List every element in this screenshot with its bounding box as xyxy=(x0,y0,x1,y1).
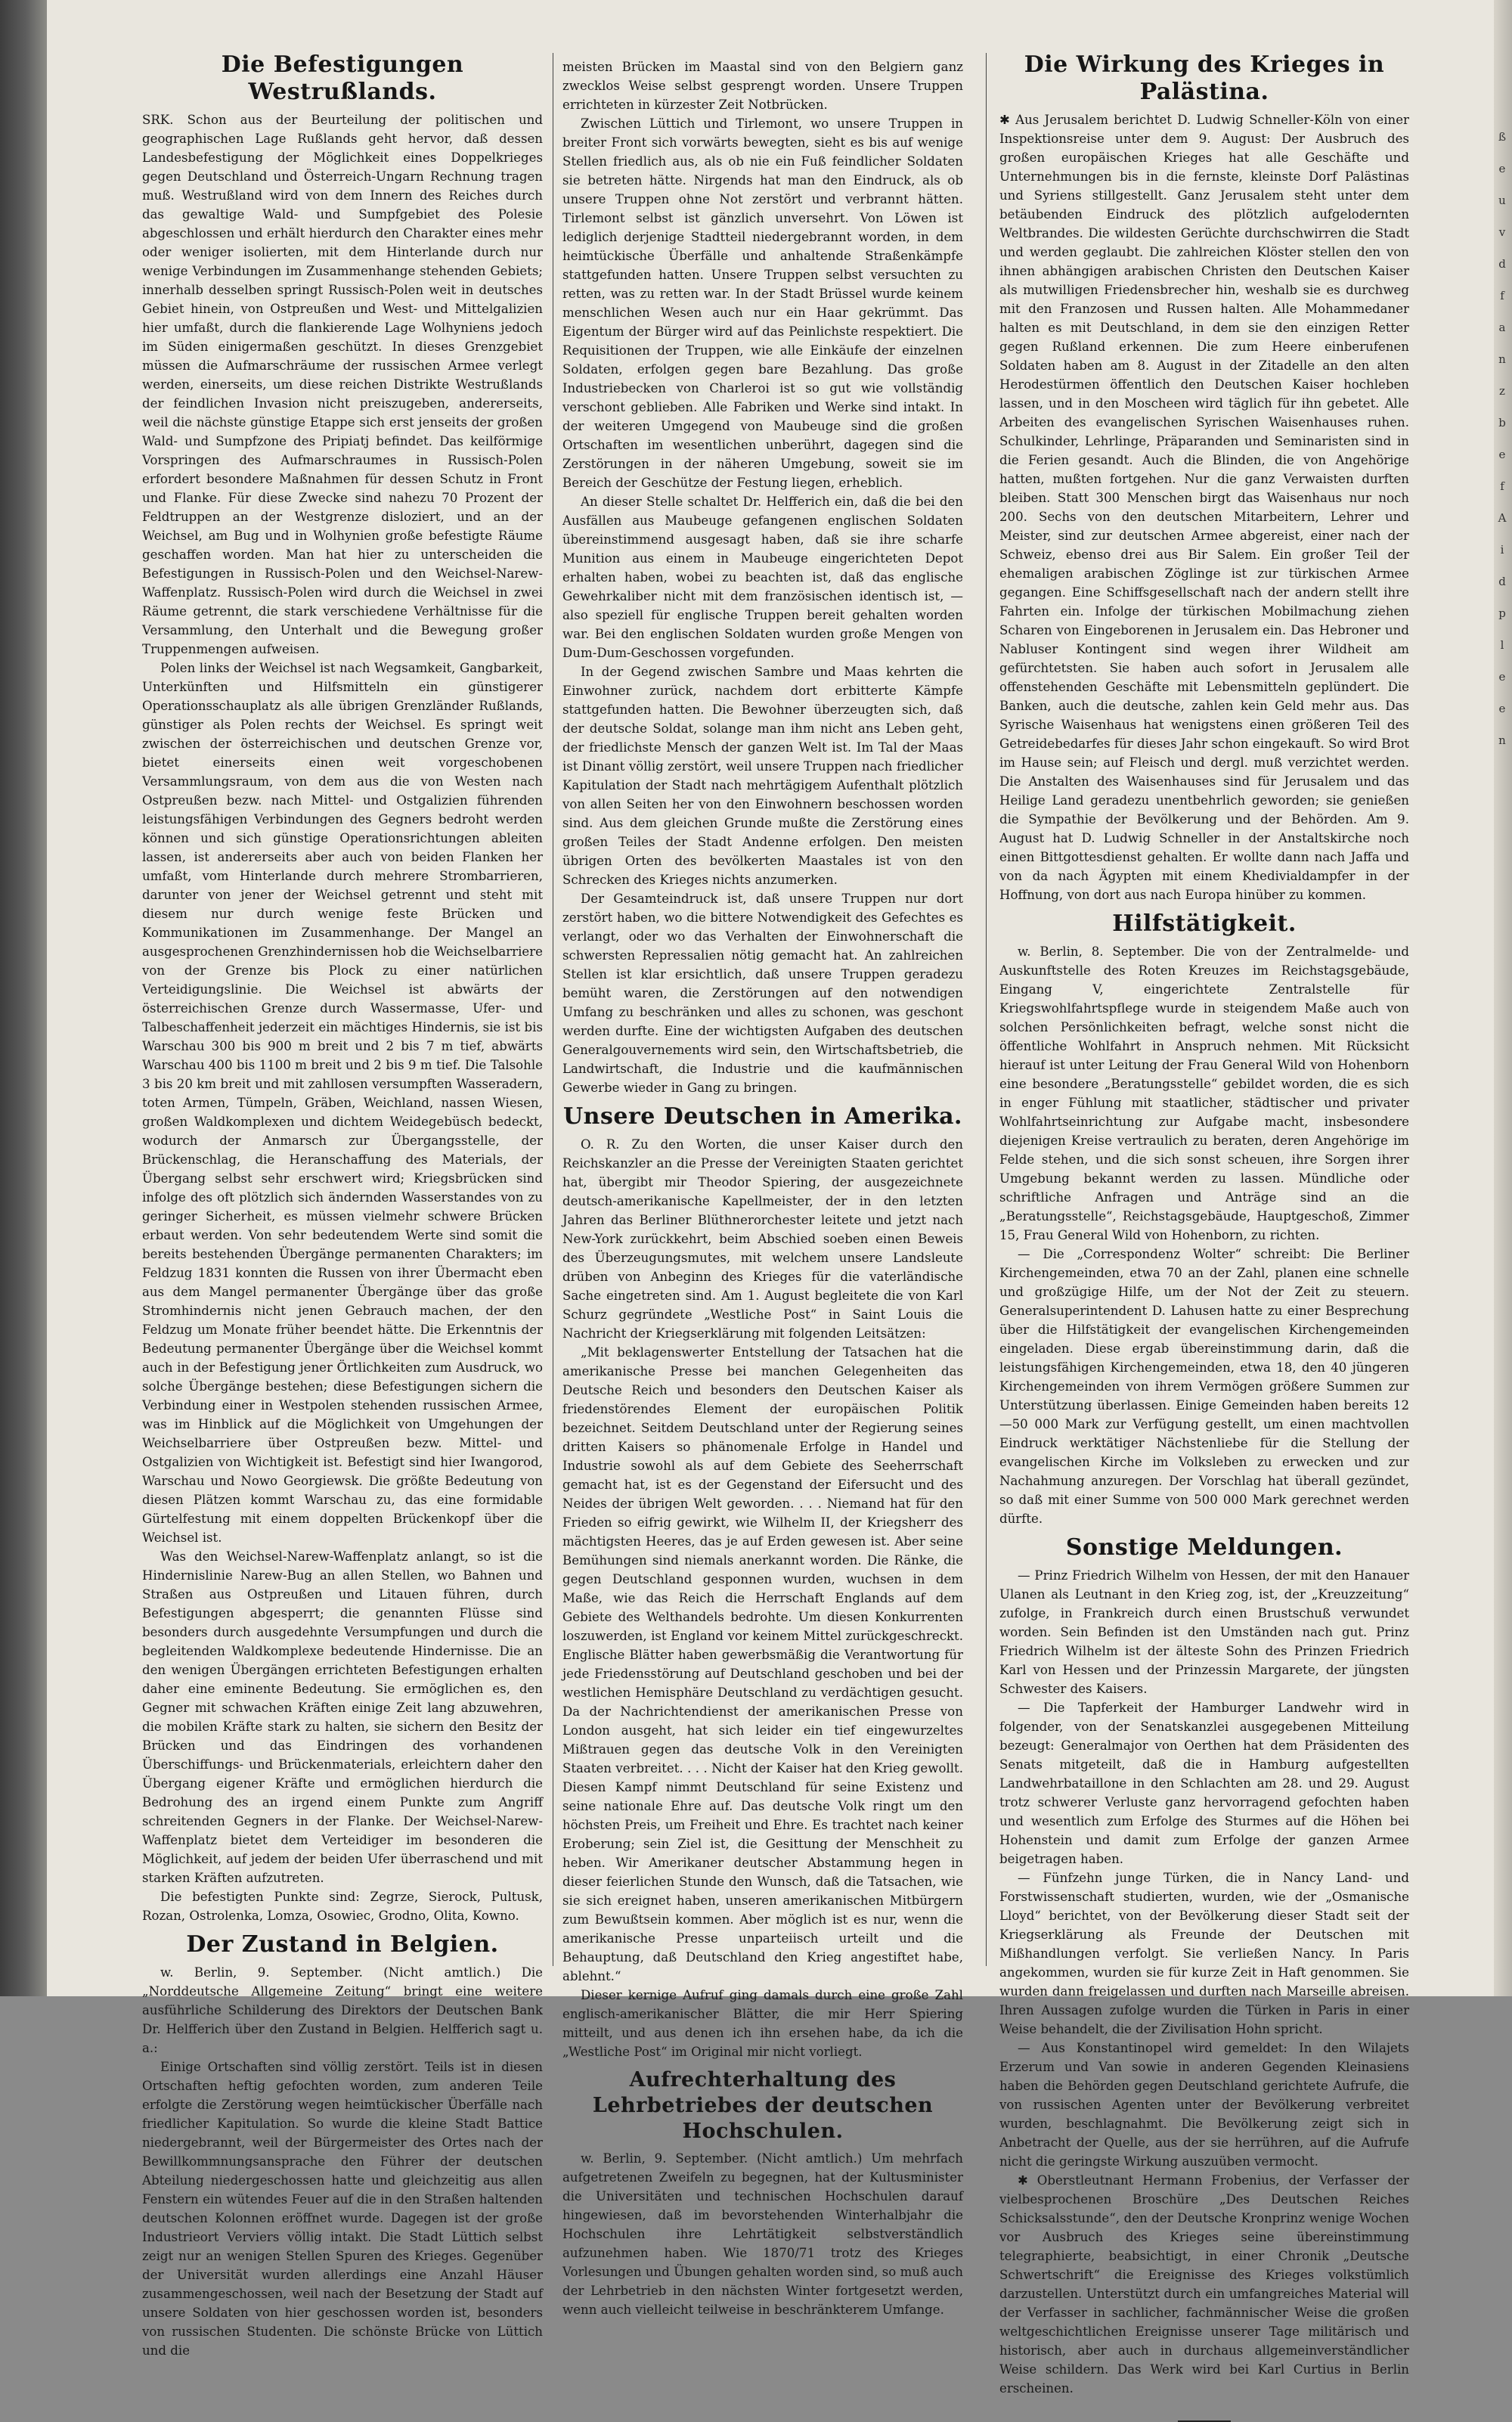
paragraph: In der Gegend zwischen Sambre und Maas kehrten die Einwohner zurück, nachdem dort erbitterte Kämpfe stattgefunden hatten. Die Bewohner überzeugten sich, daß der deutsche Soldat, solange man ihm nicht ans Leben geht, der friedlichste Mensch der ganzen Welt ist. Im Tal der Maas ist Dinant völlig zerstört, weil unsere Truppen nach friedlicher Kapitulation der Stadt nach mehrtägigem Aufenthalt plötzlich von allen Seiten her von den Einwohnern beschossen worden sind. Aus dem gleichen Grunde mußte die Zerstörung eines großen Teiles der Stadt Andenne erfolgen. Den meisten übrigen Orten des bevölkerten Maastales ist von den Schrecken des Krieges nichts anzumerken. xyxy=(562,665,963,887)
paragraph: Einige Ortschaften sind völlig zerstört. Teils ist in diesen Ortschaften heftig gefochten worden, zum anderen Teile erfolgte die Zerstörung wegen heimtückischer Überfälle nach friedlicher Kapitulation. So wurde die kleine Stadt Battice niedergebrannt, weil der Bürgermeister des Ortes nach der Bewillkommnungsansprache den Führer der deutschen Abteilung niedergeschossen hatte und gleichzeitig aus allen Fenstern ein wütendes Feuer auf die in den Straßen haltenden deutschen Kolonnen eröffnet wurde. Dagegen ist der große Industrieort Verviers völlig intakt. Die Stadt Lüttich selbst zeigt nur an wenigen Stellen Spuren des Krieges. Gegenüber der Universität wurden allerdings eine Anzahl Häuser zusammengeschossen, weil nach der Besetzung der Stadt auf unsere Soldaten von hier geschossen worden ist, besonders von russischen Studenten. Die schönste Brücke von Lüttich und die xyxy=(142,2060,543,2358)
paragraph: w. Berlin, 8. September. Die von der Zentralmelde- und Auskunftstelle des Roten Kreuzes im Reichstagsgebäude, Eingang V, eingerichtete Zentralstelle für Kriegswohlfahrtspflege wurde in steigendem Maße auch von solchen Persönlichkeiten befragt, welche sonst nicht die öffentliche Wohlfahrt in Anspruch nehmen. Mit Rücksicht hierauf ist unter Leitung der Frau General Wild von Hohenborn eine besondere „Beratungsstelle“ gebildet worden, die es sich in enger Fühlung mit staatlicher, städtischer und privater Wohlfahrtseinrichtung zur Aufgabe macht, insbesondere diejenigen Kreise vertraulich zu beraten, deren Angehörige im Felde stehen, und die sich sonst scheuen, ihre Sorgen ihrer Umgebung bekannt werden zu lassen. Mündliche oder schriftliche Anfragen und Anträge sind an die „Beratungsstelle“, Reichstagsgebäude, Hauptgeschoß, Zimmer 15, Frau General Wild von Hohenborn, zu richten. xyxy=(999,944,1409,1242)
margin-letter: d xyxy=(1498,575,1506,588)
paragraph: Die befestigten Punkte sind: Zegrze, Sierock, Pultusk, Rozan, Ostrolenka, Lomza, Osowiec, Grodno, Olita, Kowno. xyxy=(142,1890,543,1923)
headline-hochschulen: Aufrechterhaltung des Lehrbetriebes der deutschen Hochschulen. xyxy=(592,2068,934,2143)
margin-letter: n xyxy=(1498,352,1506,366)
paragraph: Polen links der Weichsel ist nach Wegsamkeit, Gangbarkeit, Unterkünften und Hilfsmitteln ein günstigerer Operationsschauplatz als alle übrigen Grenzländer Rußlands, günstiger als Polen rechts der Weichsel. Es springt weit zwischen der österreichischen und deutschen Grenze vor, bietet einerseits einen weit vorgeschobenen Versammlungsraum, von dem aus die von Westen nach Ostpreußen bezw. nach Mittel- und Ostgalizien führenden leistungsfähigen Verbindungen des Gegners bedroht werden können und sich günstige Operationsrichtungen ableiten lassen, ist andererseits aber auch von beiden Flanken her umfaßt, vom Hinterlande durch mehrere Strombarrieren, darunter von jener der Weichsel getrennt und steht mit diesem nur durch wenige feste Brücken und Kommunikationen im Zusammenhange. Der Mangel an ausgesprochenen Grenzhindernissen hob die Weichselbarriere von der Grenze bis Plock zu einer natürlichen Verteidigungslinie. Die Weichsel ist abwärts der österreichischen Grenze durch Wassermasse, Ufer- und Talbeschaffenheit jederzeit ein mächtiges Hindernis, sie ist bis Warschau 300 bis 900 m breit und 2 bis 7 m tief, abwärts Warschau 400 bis 1100 m breit und 2 bis 9 m tief. Die Talsohle 3 bis 20 km breit und mit zahllosen versumpften Wasseradern, toten Armen, Tümpeln, Gräben, Weichland, nassen Wiesen, großen Waldkomplexen und dichtem Weidegebüsch bedeckt, wodurch der Anmarsch zur Übergangsstelle, der Brückenschlag, die Heranschaffung des Materials, der Übergang selbst sehr erschwert wird; Kriegsbrücken sind infolge des oft plötzlich sich ändernden Wasserstandes von zu geringer Sicherheit, es müssen vielmehr schwere Brücken erbaut werden. Von sehr bedeutendem Werte sind somit die bereits bestehenden Übergänge permanenten Charakters; im Feldzug 1831 konnten die Russen von ihrer Übermacht eben aus dem Mangel permanenter Übergänge über das große Stromhindernis nicht jenen Gebrauch machen, der den Feldzug um Monate früher beendet hätte. Die Erkenntnis der Bedeutung permanenter Übergänge über die Weichsel kommt auch in der Befestigung jener Örtlichkeiten zum Ausdruck, wo solche Übergänge bestehen; diese Befestigungen sichern die Verbindung einer in Westpolen stehenden russischen Armee, was im Hinblick auf die Möglichkeit von Umgehungen der Weichselbarriere über Ostpreußen bezw. Mittel- und Ostgalizien von Wichtigkeit ist. Befestigt sind hier Iwangorod, Warschau und Nowo Georgiewsk. Die größte Bedeutung von diesen Plätzen kommt Warschau zu, das eine formidable Gürtelfestung mit einem doppelten Brückenkopf über die Weichsel ist. xyxy=(142,661,543,1545)
margin-letter: l xyxy=(1500,638,1504,652)
margin-letter: f xyxy=(1500,289,1504,302)
margin-letter: p xyxy=(1498,606,1506,620)
margin-letter: f xyxy=(1500,479,1504,493)
paragraph: — Prinz Friedrich Wilhelm von Hessen, der mit den Hanauer Ulanen als Leutnant in den Krieg zog, ist, der „Kreuzzeitung“ zufolge, in Frankreich durch einen Brustschuß verwundet worden. Sein Befinden ist den Umständen nach gut. Prinz Friedrich Wilhelm ist der älteste Sohn des Prinzen Friedrich Karl von Hessen und der Prinzessin Margarete, der jüngsten Schwester des Kaisers. xyxy=(999,1568,1409,1696)
margin-letter: d xyxy=(1498,257,1506,271)
column-right xyxy=(999,45,1409,2396)
column-middle xyxy=(562,57,963,2317)
paragraph: — Die Tapferkeit der Hamburger Landwehr wird in folgender, von der Senatskanzlei ausgegebenen Mitteilung bezeugt: Generalmajor von Oerthen hat dem Präsidenten des Senats mitgeteilt, daß die in Hamburg aufgestellten Landwehrbataillone in den Schlachten am 28. und 29. August trotz schwerer Verluste ganz hervorragend gefochten haben und wesentlich zum Erfolge des Sturmes auf die Höhen bei Hohenstein und damit zum Erfolge der ganzen Armee beigetragen haben. xyxy=(999,1701,1409,1866)
paragraph: — Fünfzehn junge Türken, die in Nancy Land- und Forstwissenschaft studierten, wurden, wie der „Osmanische Lloyd“ berichtet, von der Bevölkerung dieser Stadt seit der Kriegserklärung als Freunde der Deutschen mit Mißhandlungen verfolgt. Sie verließen Nancy. In Paris angekommen, wurden sie für kurze Zeit in Haft genommen. Sie wurden dann freigelassen und durften nach Marseille abreisen. Ihren Aussagen zufolge wurden die Türken in Paris in einer Weise behandelt, die der Zivilisation Hohn spricht. xyxy=(999,1871,1409,2036)
paragraph: ✱ Aus Jerusalem berichtet D. Ludwig Schneller-Köln von einer Inspektionsreise unter dem 9. August: Der Ausbruch des großen europäischen Krieges hat alle Geschäfte und Unternehmungen bis in die fernste, kleinste Dorf Palästinas und Syriens stillgestellt. Ganz Jerusalem steht unter dem betäubenden Eindruck des plötzlich aufgelodernten Weltbrandes. Die wildesten Gerüchte durchschwirren die Stadt und werden geglaubt. Die zahlreichen Klöster stellen den von ihnen abhängigen arabischen Christen den Deutschen Kaiser als mutwilligen Friedensbrecher hin, weshalb sie es durchweg mit den Franzosen und Russen halten. Alle Mohammedaner halten es mit Deutschland, in dem sie den einzigen Retter gegen Rußland erkennen. Die zum Heere einberufenen Soldaten haben am 8. August in der Zitadelle an den alten Herodestürmen öffentlich den Deutschen Kaiser hochleben lassen, und in den Moscheen wird täglich für ihn gebetet. Alle Arbeiten des evangelischen Syrischen Waisenhauses ruhen. Schulkinder, Lehrlinge, Präparanden und Seminaristen sind in die Ferien gesandt. Auch die Blinden, die von Angehörige hatten, mußten fortgehen. Nur die ganz Verwaisten durften bleiben. Statt 300 Menschen birgt das Waisenhaus nur noch 200. Sechs von den deutschen Mitarbeitern, Lehrer und Meister, sind zur deutschen Armee abgereist, einer nach der Schweiz, ebenso drei aus Bir Salem. Ein großer Teil der ehemaligen arabischen Zöglinge ist zur türkischen Armee gegangen. Eine Schiffsgesellschaft nach der andern stellt ihre Fahrten ein. Infolge der türkischen Mobilmachung ziehen Scharen von Eingeborenen in Jerusalem ein. Das Hebroner und Nabluser Kontingent sind wegen ihrer Wildheit am gefürchtetsten. Sie haben auch sofort in Jerusalem alle offenstehenden Geschäfte mit Lebensmitteln geplündert. Die Banken, auch die deutsche, zahlen kein Geld mehr aus. Das Syrische Waisenhaus hat wenigstens einen größeren Teil des Getreidebedarfes für dieses Jahr schon eingekauft. So wird Brot im Hause sein; auf Fleisch und dergl. muß verzichtet werden. Die Anstalten des Waisenhauses sind für Jerusalem und das Heilige Land geradezu unentbehrlich geworden; sie genießen die Sympathie der Bevölkerung und der Behörden. Am 9. August hat D. Ludwig Schneller in der Anstaltskirche noch einen Bittgottesdienst gehalten. Er wollte dann nach Jaffa und von da nach Ägypten mit einem Khedivialdampfer in der Hoffnung, von dort aus nach Europa hinüber zu kommen. xyxy=(999,113,1409,902)
paragraph: „Mit beklagenswerter Entstellung der Tatsachen hat die amerikanische Presse bei manchen Gelegenheiten das Deutsche Reich und besonders den Deutschen Kaiser als friedenstörendes Element der europäischen Politik bezeichnet. Seitdem Deutschland unter der Regierung seines dritten Kaisers so phänomenale Erfolge in Handel und Industrie sowohl als auf dem Gebiete des Seeherrschaft gemacht hat, ist es der Gegenstand der Eifersucht und des Neides der übrigen Welt geworden. . . . Niemand hat für den Frieden so eifrig gewirkt, wie Wilhelm II, der Kriegsherr des mächtigsten Heeres, das je auf Erden gewesen ist. Aber seine Bemühungen sind niemals anerkannt worden. Die Ränke, die gegen Deutschland gesponnen wurden, wuchsen in dem Maße, wie das Reich die Herrschaft Englands auf dem Gebiete des Welthandels bedrohte. Um diesen Konkurrenten loszuwerden, ist England vor keinem Mittel zurückgeschreckt. Englische Blätter haben gewerbsmäßig die Verantwortung für jede Friedensstörung auf Deutschland geschoben und bei der westlichen Hemisphäre Deutschland zu verdächtigen gesucht. Da der Nachrichtendienst der amerikanischen Presse von London ausgeht, hat sich leider ein tief eingewurzeltes Mißtrauen gegen das deutsche Volk in den Vereinigten Staaten verbreitet. . . . Nicht der Kaiser hat den Krieg gewollt. Diesen Kampf nimmt Deutschland für seine Existenz und seine nationale Ehre auf. Das deutsche Volk ringt um den höchsten Preis, um Freiheit und Ehre. Es trachtet nach keiner Eroberung; sein Ziel ist, die Gesittung der Menschheit zu heben. Wir Amerikaner deutscher Abstammung hegen in dieser feierlichen Stunde den Wunsch, daß die Tatsachen, wie sie sich ereignet haben, unseren amerikanischen Mitbürgern zum Bewußtsein kommen. Aber möglich ist es nur, wenn die amerikanische Presse unparteiisch urteilt und die Behauptung, daß Deutschland den Krieg angestiftet habe, ablehnt.“ xyxy=(562,1345,963,1983)
paragraph: Der Gesamteindruck ist, daß unsere Truppen nur dort zerstört haben, wo die bittere Notwendigkeit des Gefechtes es verlangt, oder wo das Verhalten der Einwohnerschaft die schwersten Repressalien nötig gemacht hat. An zahlreichen Stellen ist klar ersichtlich, daß unsere Truppen geradezu bemüht waren, die Zerstörungen auf den notwendigen Umfang zu beschränken und alles zu schonen, was geschont werden durfte. Eine der wichtigsten Aufgaben des deutschen Generalgouvernements wird sein, den Wirtschaftsbetrieb, die Landwirtschaft, die Industrie und die kaufmännischen Gewerbe wieder in Gang zu bringen. xyxy=(562,892,963,1095)
margin-letter: n xyxy=(1498,733,1506,747)
paragraph: — Die „Correspondenz Wolter“ schreibt: Die Berliner Kirchengemeinden, etwa 70 an der Zahl, planen eine schnelle und großzügige Hilfe, um der Not der Zeit zu steuern. Generalsuperintendent D. Lahusen hatte zu einer Besprechung über die Hilfstätigkeit der evangelischen Kirchengemeinden eingeladen. Diese ergab übereinstimmung darin, daß die leistungsfähigen Kirchengemeinden, etwa 18, den 40 jüngeren Kirchengemeinden von ihrem Vermögen größere Summen zur Unterstützung überlassen. Einige Gemeinden haben bereits 12—50 000 Mark zur Verfügung gestellt, um einen machtvollen Eindruck werktätiger Nächstenliebe für die Stellung der evangelischen Kirche im Volksleben zu erwecken und zur Nachahmung anzuregen. Der Vorschlag hat überall gezündet, so daß mit einer Summe von 500 000 Mark gerechnet werden dürfte. xyxy=(999,1247,1409,1526)
margin-letter: ß xyxy=(1498,130,1507,144)
margin-letter: e xyxy=(1498,702,1506,715)
margin-letter: a xyxy=(1498,321,1506,334)
margin-letter: e xyxy=(1498,448,1506,461)
headline-amerika: Unsere Deutschen in Amerika. xyxy=(563,1103,962,1130)
headline-meldungen: Sonstige Meldungen. xyxy=(1065,1534,1343,1561)
margin-letter: i xyxy=(1500,543,1504,557)
margin-letter: v xyxy=(1498,225,1506,239)
paragraph: Dieser kernige Aufruf ging damals durch eine große Zahl englisch-amerikanischer Blätter, die mir Herr Spiering mitteilt, und aus denen ich ihn ersehen habe, da ich die „Westliche Post“ im Original mir nicht vorliegt. xyxy=(562,1988,963,2059)
margin-letter: e xyxy=(1498,670,1506,684)
margin-letter: e xyxy=(1498,162,1506,175)
paragraph: ✱ Oberstleutnant Hermann Frobenius, der Verfasser der vielbesprochenen Broschüre „Des Deutschen Reiches Schicksalsstunde“, den der Deutsche Kronprinz wenige Wochen vor Ausbruch des Krieges seine übereinstimmung telegraphierte, beabsichtigt, in einer Chronik „Deutsche Schwertschrift“ die Ereignisse des Krieges volkstümlich darzustellen. Unterstützt durch ein umfangreiches Material will der Verfasser in sachlicher, fachmännischer Weise die großen weltgeschichtlichen Ereignisse unserer Tage militärisch und historisch, aber auch in durchaus allgemeinverständlicher Weise schildern. Das Werk wird bei Karl Curtius in Berlin erscheinen. xyxy=(999,2173,1409,2396)
margin-letter: u xyxy=(1498,194,1506,207)
paragraph: — Aus Konstantinopel wird gemeldet: In den Wilajets Erzerum und Van sowie in anderen Gegenden Kleinasiens haben die Behörden gegen Deutschland gerichtete Aufrufe, die von russischen Agenten unter der Bevölkerung verbreitet wurden, beschlagnahmt. Die Bevölkerung zeigt sich in Anbetracht der Quelle, aus der sie herrühren, auf die Aufrufe nicht die geringste Wirkung auszuüben vermocht. xyxy=(999,2041,1409,2169)
binding-gutter xyxy=(0,0,47,1996)
paragraph: Zwischen Lüttich und Tirlemont, wo unsere Truppen in breiter Front sich vorwärts bewegten, sieht es bis auf wenige Stellen friedlich aus, als ob nie ein Fuß feindlicher Soldaten sie betreten hätte. Nirgends hat man den Eindruck, als ob unsere Truppen ohne Not zerstört und verbrannt hätten. Tirlemont selbst ist gänzlich unversehrt. Von Löwen ist lediglich derjenige Stadtteil niedergebrannt worden, in dem heimtückische Überfälle und anhaltende Straßenkämpfe stattgefunden hatten. Unsere Truppen selbst versuchten zu retten, was zu retten war. In der Stadt Brüssel wurde keinem menschlichen Wesen auch nur ein Haar gekrümmt. Das Eigentum der Bürger wird auf das Peinlichste respektiert. Die Requisitionen der Truppen, wie alle Einkäufe der einzelnen Soldaten, erfolgen gegen bare Bezahlung. Das große Industriebecken von Charleroi ist so gut wie vollständig verschont geblieben. Alle Fabriken und Werke sind intakt. In der weiteren Umgegend von Maubeuge sind die großen Ortschaften im wesentlichen unberührt, dagegen sind die Zerstörungen in der näheren Umgebung, soweit sie im Bereich der Geschütze der Festung liegen, erheblich. xyxy=(562,116,963,490)
paragraph: O. R. Zu den Worten, die unser Kaiser durch den Reichskanzler an die Presse der Vereinigten Staaten gerichtet hat, übergibt mir Theodor Spiering, der ausgezeichnete deutsch-amerikanische Kapellmeister, der in den letzten Jahren das Berliner Blüthnerorchester leitete und jetzt nach New-York zurückkehrt, beim Abschied soeben einen Beweis des Überzeugungsmutes, mit welchem unsere Landsleute drüben von Anbeginn des Krieges für die vaterländische Sache eingetreten sind. Am 1. August begleitete die von Karl Schurz gegründete „Westliche Post“ in Saint Louis die Nachricht der Kriegserklärung mit folgenden Leitsätzen: xyxy=(562,1137,963,1341)
paragraph: meisten Brücken im Maastal sind von den Belgiern ganz zwecklos Weise selbst gesprengt worden. Unsere Truppen errichteten in kürzester Zeit Notbrücken. xyxy=(562,60,963,112)
next-page-edge xyxy=(1494,0,1512,1996)
paragraph: w. Berlin, 9. September. (Nicht amtlich.) Die „Norddeutsche Allgemeine Zeitung“ bringt eine weitere ausführliche Schilderung des Direktors der Deutschen Bank Dr. Helfferich über den Zustand in Belgien. Helfferich sagt u. a.: xyxy=(142,1965,543,2055)
headline-belgien: Der Zustand in Belgien. xyxy=(186,1931,499,1958)
column-rule-2 xyxy=(986,53,987,1966)
margin-letter: A xyxy=(1498,511,1507,525)
margin-letter: z xyxy=(1499,384,1505,398)
margin-letter: b xyxy=(1498,416,1506,430)
paragraph: SRK. Schon aus der Beurteilung der politischen und geographischen Lage Rußlands geht hervor, daß dessen Landesbefestigung der Möglichkeit eines Doppelkrieges gegen Deutschland und Österreich-Ungarn Rechnung tragen muß. Westrußland wird von dem Innern des Reiches durch das gewaltige Wald- und Sumpfgebiet des Polesie abgeschlossen und erhält hierdurch den Charakter eines mehr oder weniger isolierten, mit dem Hinterlande durch nur wenige Verbindungen im Zusammenhange stehenden Gebiets; innerhalb desselben springt Russisch-Polen weit in deutsches Gebiet hinein, von Ostpreußen und West- und Mittelgalizien hier umfaßt, durch die flankierende Lage Wolhyniens jedoch im Süden einigermaßen geschützt. In dieses Grenzgebiet müssen die Aufmarschräume der russischen Armee verlegt werden, einerseits, um diese reichen Distrikte Westrußlands der feindlichen Invasion nicht preiszugeben, andererseits, weil die nächste günstige Etappe sich erst jenseits der großen Wald- und Sumpfzone des Pripiatj befindet. Das keilförmige Vorspringen des Aufmarschraumes in Russisch-Polen erfordert besondere Maßnahmen für dessen Schutz in Front und Flanke. Für diese Zwecke sind nahezu 70 Prozent der Feldtruppen an der Westgrenze disloziert, und an der Weichsel, am Bug und in Wolhynien große befestigte Räume geschaffen worden. Man hat hier zu unterscheiden die Befestigungen in Russisch-Polen und den Weichsel-Narew-Waffenplatz. Russisch-Polen wird durch die Weichsel in zwei Räume getrennt, die stark verschiedene Verhältnisse für die Versammlung, den Unterhalt und die Bewegung großer Truppenmengen aufweisen. xyxy=(142,113,543,656)
paragraph: An dieser Stelle schaltet Dr. Helfferich ein, daß die bei den Ausfällen aus Maubeuge gefangenen englischen Soldaten übereinstimmend ausgesagt haben, daß sie ihre scharfe Munition aus einem in Maubeuge eingerichteten Depot erhalten haben, wobei zu beachten ist, daß das englische Gewehrkaliber nicht mit dem französischen identisch ist, — also speziell für englische Truppen bereit gehalten worden war. Bei den englischen Soldaten wurden große Mengen von Dum-Dum-Geschossen vorgefunden. xyxy=(562,495,963,660)
paragraph: Was den Weichsel-Narew-Waffenplatz anlangt, so ist die Hindernislinie Narew-Bug an allen Stellen, wo Bahnen und Straßen aus Ostpreußen und Litauen führen, durch Befestigungen abgesperrt; die genannten Flüsse sind besonders durch ausgedehnte Versumpfungen und durch die begleitenden Waldkomplexe bedeutende Hindernisse. Die an den wenigen Übergängen errichteten Befestigungen erhalten daher eine eminente Bedeutung. Sie ermöglichen es, den Gegner mit schwachen Kräften einige Zeit lang abzuwehren, die mobilen Kräfte stark zu halten, sie sichern den Besitz der Brücken und das Eindringen des vorhandenen Überschiffungs- und Brückenmaterials, erleichtern daher den Übergang eigener Kräfte und ermöglichen hierdurch die Bedrohung des an irgend einem Punkte zum Angriff schreitenden Gegners in der Flanke. Der Weichsel-Narew-Waffenplatz bietet dem Verteidiger im besonderen die Möglichkeit, auf jedem der beiden Ufer überraschend und mit starken Kräften aufzutreten. xyxy=(142,1549,543,1885)
headline-palaestina: Die Wirkung des Krieges in Palästina. xyxy=(1024,51,1385,105)
headline-befestigungen: Die Befestigungen Westrußlands. xyxy=(221,51,464,105)
margin-letters xyxy=(1495,121,1509,756)
paragraph: w. Berlin, 9. September. (Nicht amtlich.) Um mehrfach aufgetretenen Zweifeln zu begegnen, hat der Kultusminister die Universitäten und technischen Hochschulen darauf hingewiesen, daß im bevorstehenden Winterhalbjahr die Hochschulen ihre Lehrtätigkeit selbstverständlich aufzunehmen haben. Wie 1870/71 trotz des Krieges Vorlesungen und Übungen gehalten worden sind, so muß auch der Lehrbetrieb in den nächsten Winter fortgesetzt werden, wenn auch vielleicht teilweise in beschränkterem Umfange. xyxy=(562,2151,963,2317)
column-left xyxy=(142,45,543,2358)
headline-hilfstaetigkeit: Hilfstätigkeit. xyxy=(1112,910,1297,937)
